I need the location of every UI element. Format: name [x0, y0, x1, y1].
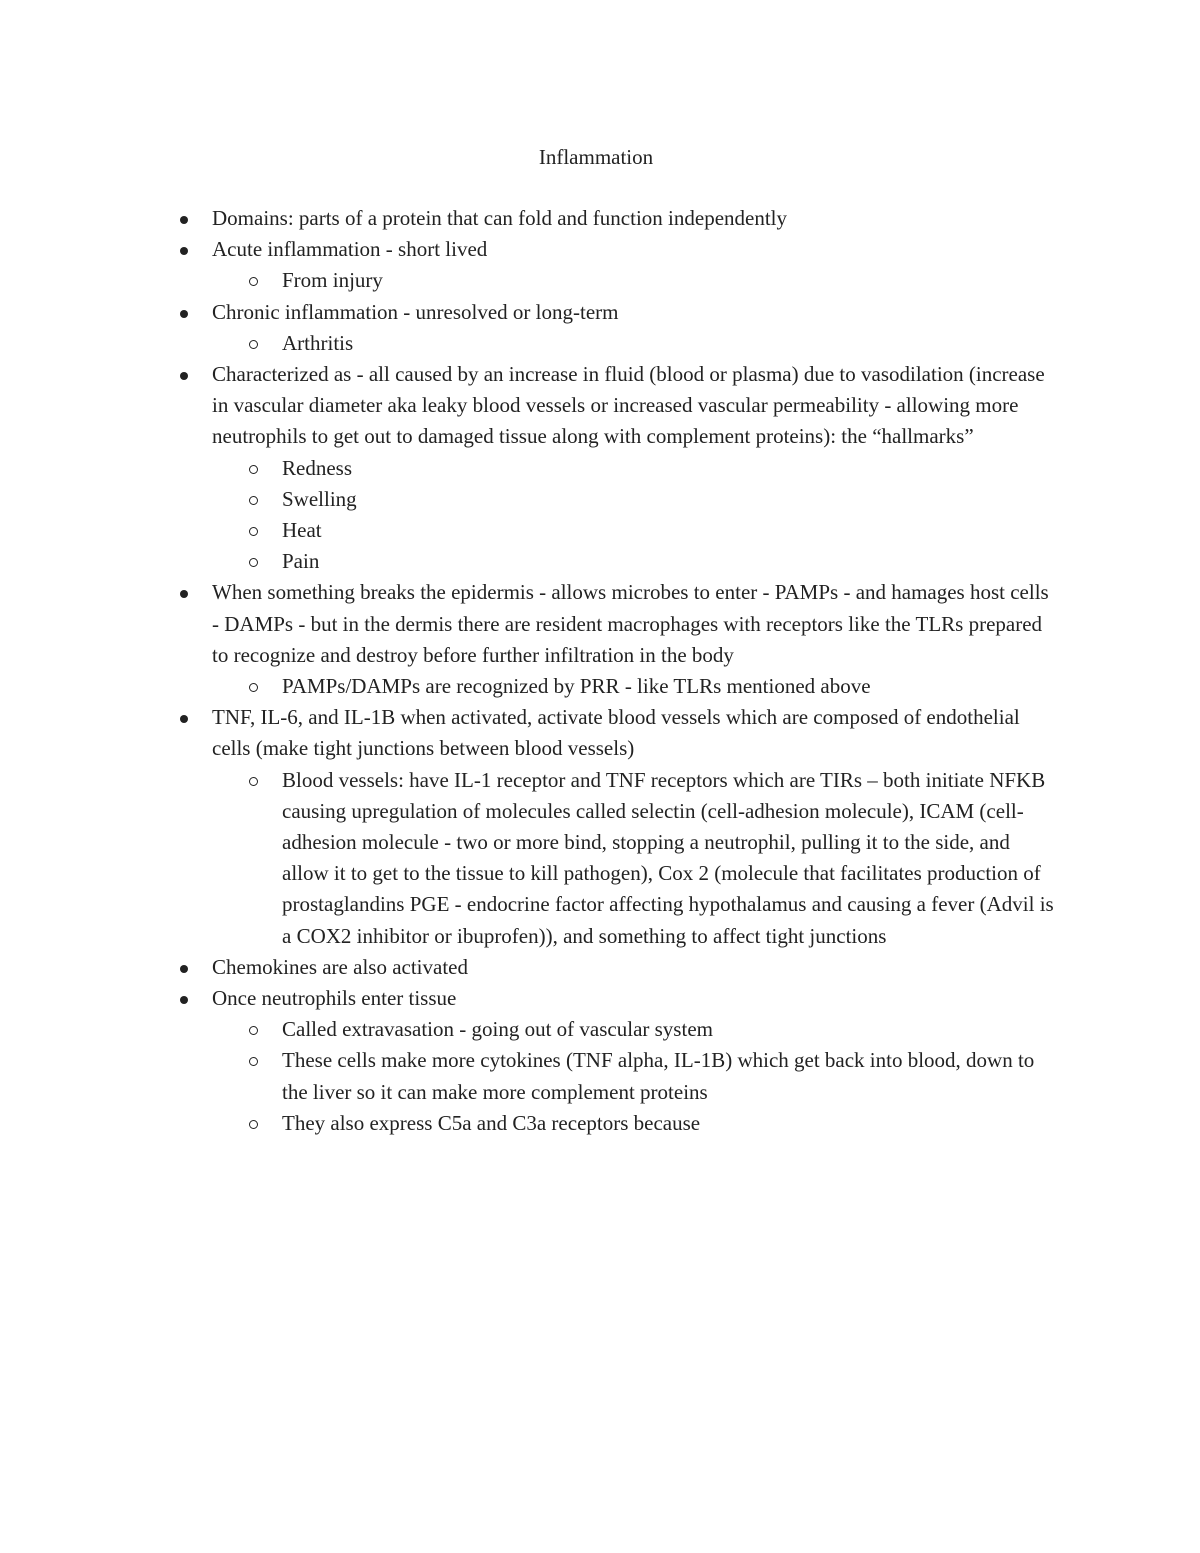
filled-bullet-icon — [180, 372, 188, 380]
list-item-text: Chemokines are also activated — [212, 954, 468, 979]
list-item — [0, 577, 1060, 702]
sub-bullet-list — [212, 671, 1060, 702]
page-title: Inflammation — [538, 145, 654, 169]
sub-list-item — [211, 515, 1057, 546]
hollow-bullet-icon — [249, 277, 258, 286]
hollow-bullet-icon — [249, 558, 258, 567]
sub-bullet-list — [212, 1014, 1060, 1139]
sub-list-item-text: Blood vessels: have IL-1 receptor and TNF receptors which are TIRs – both initiate NFKB causing upregulation of molecules called selectin (cell-adhesion molecule), ICAM (cell-adhesion molecule - two or more bind, stopping a neutrophil, pulling it to the side, and allow it to get to the tissue to kill pathogen), Cox 2 (molecule that facilitates production of prostaglandins PGE - endocrine factor affecting hypothalamus and causing a fever (Advil is a COX2 inhibitor or ibuprofen)), and something to affect tight junctions — [282, 767, 1054, 948]
sub-list-item-text: Pain — [282, 549, 320, 574]
list-item — [0, 952, 1060, 983]
list-item — [0, 203, 1060, 234]
sub-list-item — [211, 765, 1057, 952]
filled-bullet-icon — [180, 310, 188, 318]
filled-bullet-icon — [180, 247, 188, 255]
sub-list-item — [211, 546, 1057, 577]
list-item — [0, 983, 1060, 1139]
filled-bullet-icon — [180, 590, 188, 598]
hollow-bullet-icon — [249, 496, 258, 505]
list-item-text: Acute inflammation - short lived — [212, 237, 488, 262]
sub-list-item — [211, 453, 1057, 484]
hollow-bullet-icon — [249, 340, 258, 349]
filled-bullet-icon — [180, 965, 188, 973]
list-item-text: Domains: parts of a protein that can fold and function independently — [212, 206, 788, 230]
list-item — [0, 234, 1060, 296]
filled-bullet-icon — [180, 715, 188, 723]
sub-bullet-list — [212, 453, 1060, 578]
sub-list-item-text: Called extravasation - going out of vascular system — [282, 1017, 713, 1042]
sub-list-item-text: PAMPs/DAMPs are recognized by PRR - like TLRs mentioned above — [282, 674, 871, 699]
hollow-bullet-icon — [249, 527, 258, 536]
sub-list-item-text: From injury — [282, 268, 383, 293]
list-item-text: Characterized as - all caused by an increase in fluid (blood or plasma) due to vasodilation (increase in vascular diameter aka leaky blood vessels or increased vascular permeability - allowing more neutrophils to get out to damaged tissue along with complement proteins): the “hallmarks” — [212, 362, 1045, 449]
list-item — [0, 297, 1060, 359]
sub-list-item — [211, 671, 1057, 702]
notes-body — [0, 203, 1200, 1139]
filled-bullet-icon — [180, 216, 188, 224]
list-item — [0, 702, 1060, 952]
sub-bullet-list — [212, 328, 1060, 359]
list-item-text: When something breaks the epidermis - allows microbes to enter - PAMPs - and hamages host cells - DAMPs - but in the dermis there are resident macrophages with receptors like the TLRs prepared to recognize and destroy before further infiltration in the body — [212, 580, 1049, 667]
filled-bullet-icon — [180, 996, 188, 1004]
hollow-bullet-icon — [249, 683, 258, 692]
hollow-bullet-icon — [249, 1120, 258, 1129]
sub-list-item-text: They also express C5a and C3a receptors because — [282, 1110, 701, 1135]
hollow-bullet-icon — [249, 1057, 258, 1066]
list-item-text: TNF, IL-6, and IL-1B when activated, activate blood vessels which are composed of endothelial cells (make tight junctions between blood vessels) — [212, 705, 1020, 761]
sub-list-item — [211, 328, 1057, 359]
list-item-text: Chronic inflammation - unresolved or long-term — [212, 299, 619, 324]
sub-list-item-text: Heat — [282, 518, 322, 543]
hollow-bullet-icon — [249, 777, 258, 786]
sub-list-item-text: Swelling — [282, 486, 357, 511]
sub-bullet-list — [212, 265, 1060, 296]
bullet-list — [0, 203, 1200, 1139]
sub-list-item-text: Arthritis — [282, 330, 354, 355]
list-item-text: Once neutrophils enter tissue — [212, 986, 457, 1011]
hollow-bullet-icon — [249, 1026, 258, 1035]
sub-list-item — [211, 1014, 1057, 1045]
sub-bullet-list — [212, 765, 1060, 952]
sub-list-item — [211, 1108, 1057, 1139]
sub-list-item — [211, 1045, 1057, 1107]
sub-list-item-text: Redness — [282, 455, 352, 480]
hollow-bullet-icon — [249, 465, 258, 474]
sub-list-item — [211, 265, 1057, 296]
sub-list-item — [211, 484, 1057, 515]
list-item — [0, 359, 1060, 577]
sub-list-item-text: These cells make more cytokines (TNF alpha, IL-1B) which get back into blood, down to the liver so it can make more complement proteins — [282, 1048, 1035, 1104]
